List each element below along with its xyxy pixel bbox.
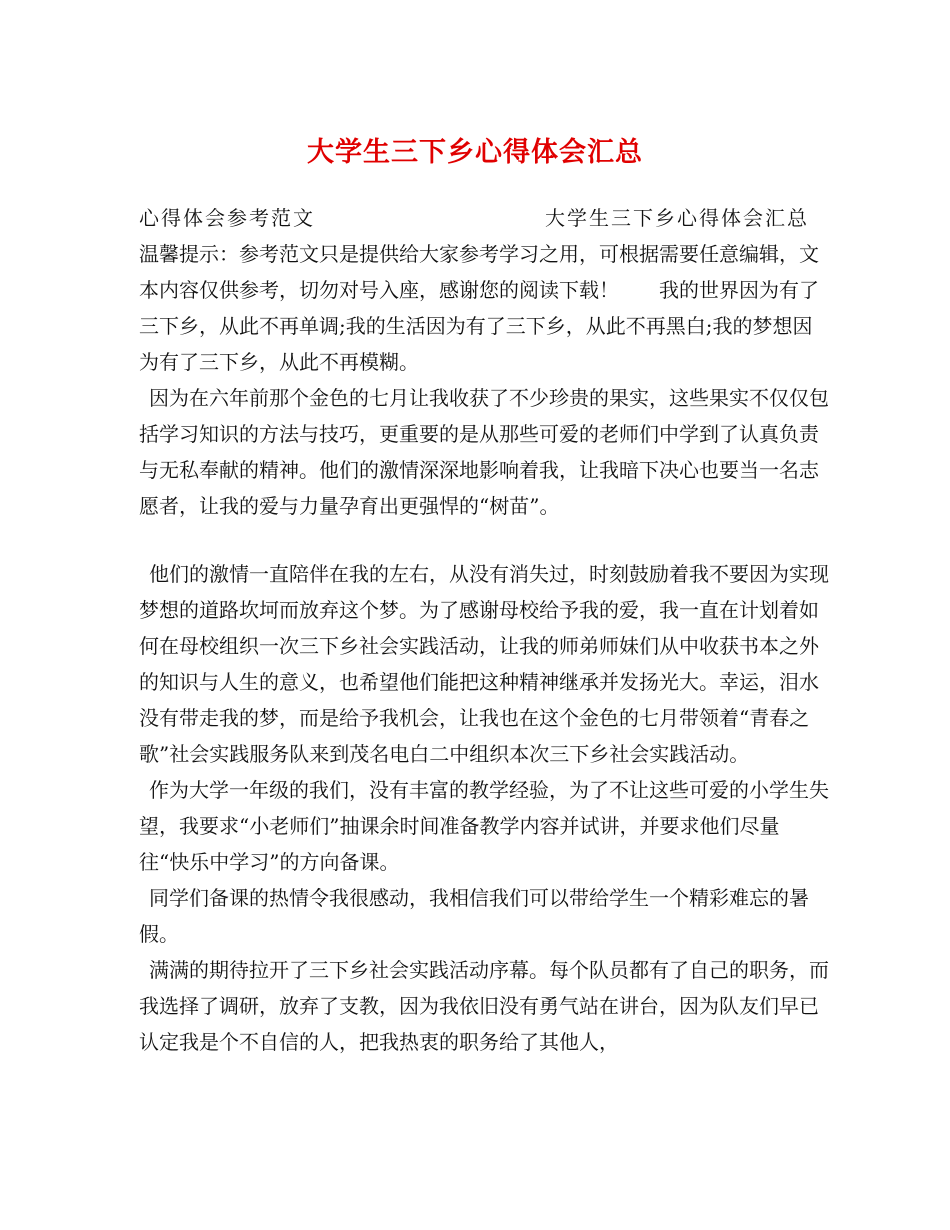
document-title: 大学生三下乡心得体会汇总 (307, 137, 643, 168)
paragraph: 作为大学一年级的我们，没有丰富的教学经验，为了不让这些可爱的小学生失望，我要求“小老师们”抽课余时间准备教学内容并试讲，并要求他们尽量往“快乐中学习”的方向备课。 (139, 778, 829, 874)
paragraph: 满满的期待拉开了三下乡社会实践活动序幕。每个队员都有了自己的职务，而我选择了调研，放弃了支教，因为我依旧没有勇气站在讲台，因为队友们早已认定我是个不自信的人，把我热衷的职务给了其他人， (139, 958, 829, 1054)
header-left-label: 心得体会参考范文 (139, 206, 315, 230)
document-body (139, 200, 829, 1060)
paragraph: 温馨提示：参考范文只是提供给大家参考学习之用，可根据需要任意编辑，文本内容仅供参考，切勿对号入座，感谢您的阅读下载！ 我的世界因为有了三下乡，从此不再单调;我的生活因为有了三下乡，从此不再黑白;我的梦想因为有了三下乡，从此不再模糊。 (139, 242, 819, 374)
paragraph: 他们的激情一直陪伴在我的左右，从没有消失过，时刻鼓励着我不要因为实现梦想的道路坎坷而放弃这个梦。为了感谢母校给予我的爱，我一直在计划着如何在母校组织一次三下乡社会实践活动，让我的师弟师妹们从中收获书本之外的知识与人生的意义，也希望他们能把这种精神继承并发扬光大。幸运，泪水没有带走我的梦，而是给予我机会，让我也在这个金色的七月带领着“青春之歌”社会实践服务队来到茂名电白二中组织本次三下乡社会实践活动。 (139, 562, 829, 766)
paragraph: 同学们备课的热情令我很感动，我相信我们可以带给学生一个精彩难忘的暑假。 (139, 886, 809, 946)
header-right-label: 大学生三下乡心得体会汇总 (545, 206, 809, 230)
paragraph: 因为在六年前那个金色的七月让我收获了不少珍贵的果实，这些果实不仅仅包括学习知识的方法与技巧，更重要的是从那些可爱的老师们中学到了认真负责与无私奉献的精神。他们的激情深深地影响着我，让我暗下决心也要当一名志愿者，让我的爱与力量孕育出更强悍的“树苗”。 (139, 386, 829, 518)
document-header-row (139, 200, 809, 236)
